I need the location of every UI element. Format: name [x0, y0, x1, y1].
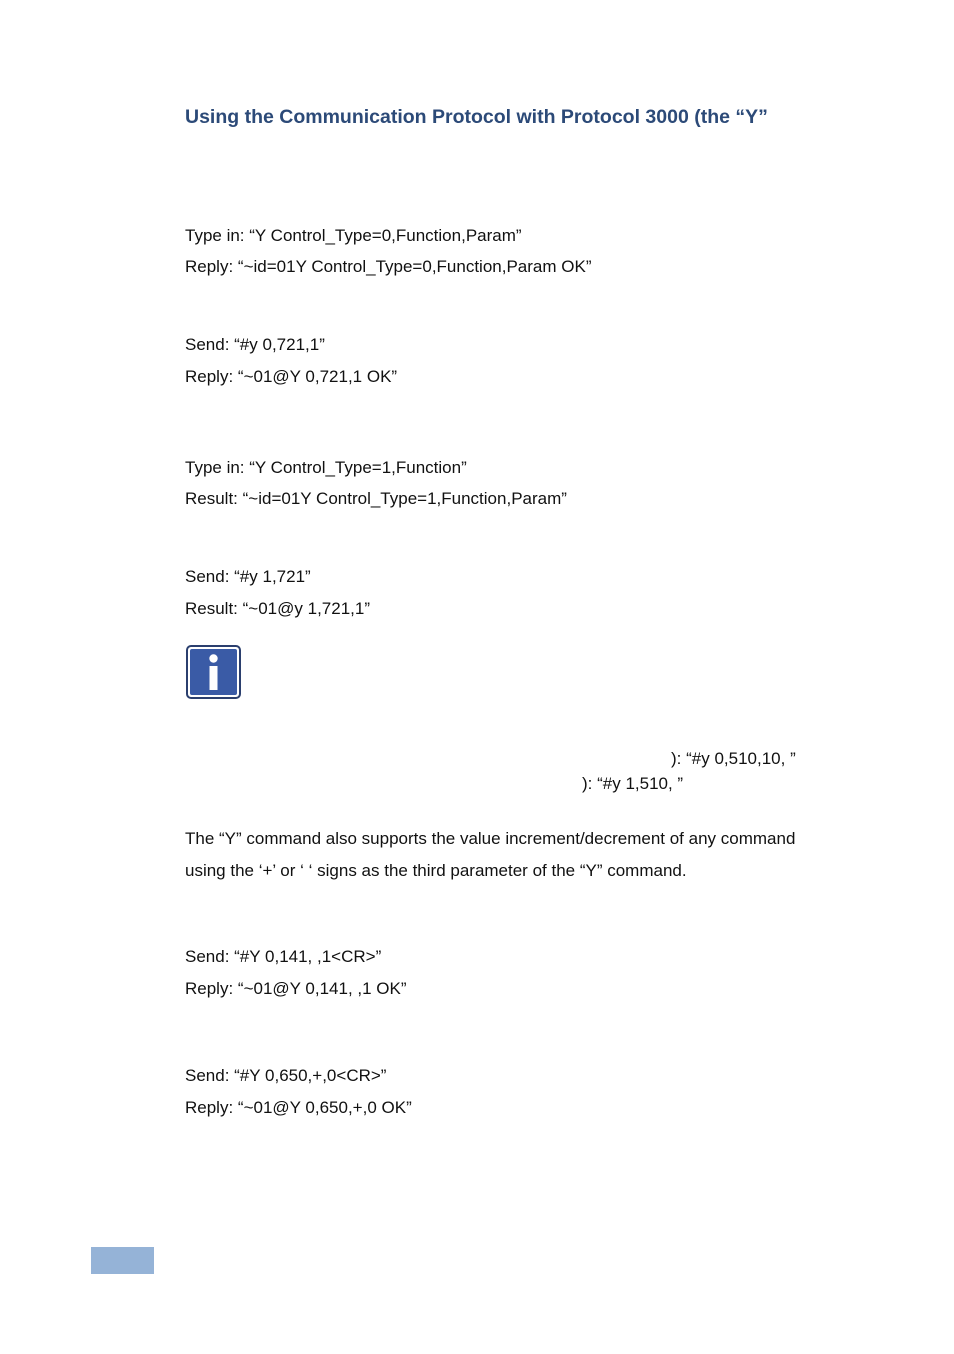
get-result-line: Result: “~id=01Y Control_Type=1,Function,Param” [185, 489, 567, 508]
paragraph-line-1: The “Y” command also supports the value increment/decrement of any command [185, 829, 796, 848]
note-set-fragment: ): “#y 0,510,10, ” [671, 749, 796, 768]
decrement-send-line: Send: “#Y 0,141, ,1<CR>” [185, 947, 382, 966]
set-type-in-line: Type in: “Y Control_Type=0,Function,Param” [185, 226, 522, 245]
set-example-reply-line: Reply: “~01@Y 0,721,1 OK” [185, 367, 398, 386]
set-reply-line: Reply: “~id=01Y Control_Type=0,Function,Param OK” [185, 257, 592, 276]
paragraph-line-2: using the ‘+’ or ‘ ‘ signs as the third parameter of the “Y” command. [185, 861, 687, 880]
get-example-send-line: Send: “#y 1,721” [185, 567, 311, 586]
set-example-send-line: Send: “#y 0,721,1” [185, 335, 325, 354]
get-type-in-line: Type in: “Y Control_Type=1,Function” [185, 458, 467, 477]
page-number-tab [91, 1247, 154, 1274]
get-example-result-line: Result: “~01@y 1,721,1” [185, 599, 370, 618]
decrement-reply-line: Reply: “~01@Y 0,141, ,1 OK” [185, 979, 407, 998]
section-heading: Using the Communication Protocol with Protocol 3000 (the “Y” [185, 106, 768, 128]
info-icon [186, 645, 241, 699]
increment-send-line: Send: “#Y 0,650,+,0<CR>” [185, 1066, 387, 1085]
increment-reply-line: Reply: “~01@Y 0,650,+,0 OK” [185, 1098, 412, 1117]
note-get-fragment: ): “#y 1,510, ” [582, 774, 684, 793]
